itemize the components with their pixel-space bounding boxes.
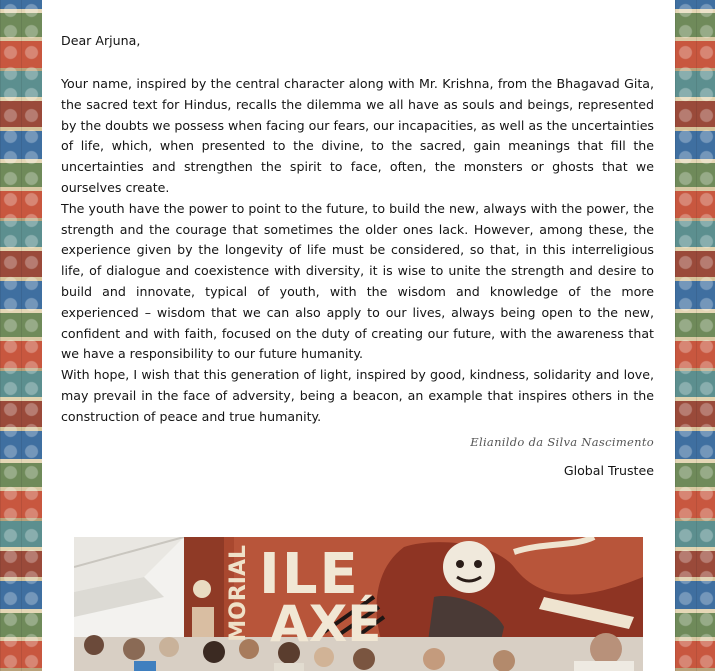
letter-paragraph-1: Your name, inspired by the central character along with Mr. Krishna, from the Bhagavad Gita, the sacred text for Hindus, recalls the dilemma we all have as souls and beings, represented by the doubts we possess when facing our fears, our incapacities, as well as the uncertainties of life, which, when presented to the divine, to the sacred, gain meanings that fill the uncertainties and strengthen the spirit to face, often, the monsters or ghosts that we ourselves create. — [61, 76, 654, 195]
stamp-border-left — [0, 0, 42, 671]
letter-salutation: Dear Arjuna, — [61, 33, 141, 48]
event-photo — [74, 537, 643, 671]
stamp-border-right — [675, 0, 715, 671]
banner-side-text: MORIAL — [226, 545, 251, 642]
signer-role: Global Trustee — [563, 463, 654, 478]
banner-main-text: ILE — [259, 542, 360, 607]
banner-second-text: AXÉ — [270, 595, 382, 653]
letter-paragraph-2: The youth have the power to point to the future, to build the new, always with the power, the strength and the courage that sometimes the older ones lack. However, among these, the experience given by the longevity of life must be considered, so that, in this interreligious life, of dialogue and coexistence with diversity, it is wise to unite the strength and desire to build and innovate, typical of youth, with the wisdom and knowledge of the more experienced – wisdom that we can also apply to our lives, always being open to the new, confident and with faith, focused on the duty of creating our future, with the awareness that we have a responsibility to our future humanity. — [61, 200, 654, 362]
signature: Elianildo da Silva Nascimento — [470, 435, 654, 449]
letter-body — [61, 74, 654, 428]
letter-paragraph-3: With hope, I wish that this generation of light, inspired by good, kindness, solidarity and love, may prevail in the face of adversity, being a beacon, an example that inspires others in the construction of peace and true humanity. — [61, 367, 654, 424]
